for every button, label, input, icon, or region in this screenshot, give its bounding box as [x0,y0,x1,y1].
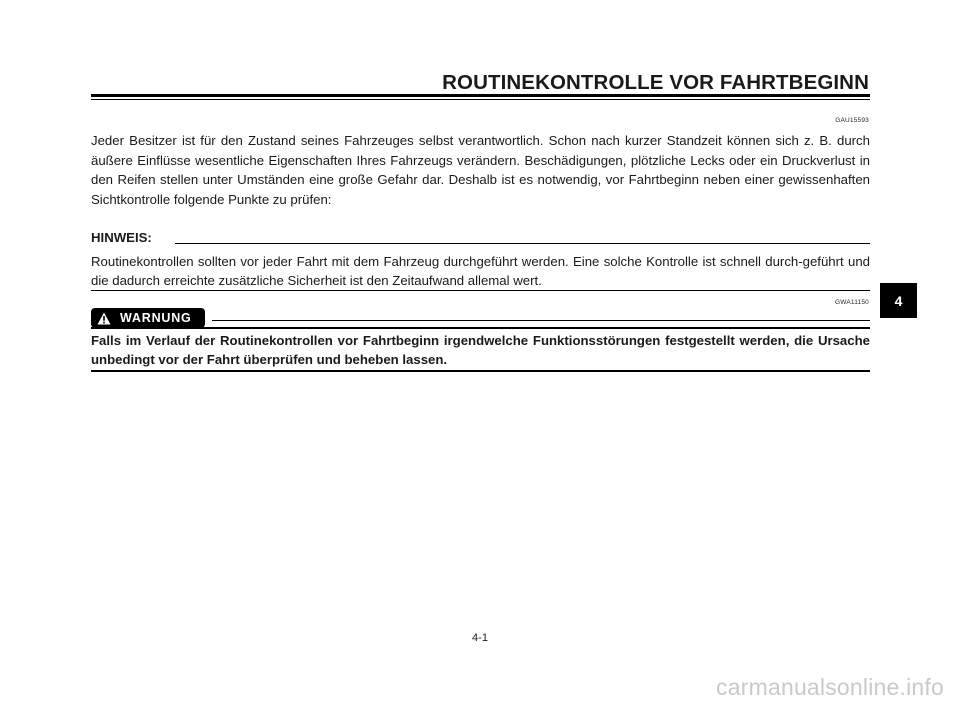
warning-code: GWA11150 [835,299,869,306]
title-underline [91,99,870,100]
warning-text: Falls im Verlauf der Routinekontrollen vor Fahrtbeginn irgendwelche Funktionsstörungen festgestellt werden, die Ursache unbedingt vor der Fahrt überprüfen und beheben lassen. [91,333,870,367]
warning-label: WARNUNG [120,311,192,325]
warning-badge [91,308,205,328]
chapter-tab: 4 [880,283,917,318]
title-rule [91,94,870,97]
intro-paragraph: Jeder Besitzer ist für den Zustand seines Fahrzeuges selbst verantwortlich. Schon nach kurzer Standzeit können sich z. B. durch äußere Einflüsse wesentliche Eigenschaften Ihres Fahrzeugs verändern. Beschädigungen, plötzliche Lecks oder ein Druckverlust in den Reifen stellen unter Umständen eine große Gefahr dar. Deshalb ist es notwendig, vor Fahrtbeginn neben einer gewissenhaften Sichtkontrolle folgende Punkte zu prüfen: [91,133,870,207]
warning-heading-rule [212,320,870,321]
warning-rule-bottom [91,370,870,372]
warning-rule-top [91,327,870,329]
warning-triangle-icon [97,312,111,325]
note-heading-rule [175,243,870,244]
watermark: carmanualsonline.info [716,674,944,700]
note-text: Routinekontrollen sollten vor jeder Fahrt mit dem Fahrzeug durchgeführt werden. Eine solche Kontrolle ist schnell durch-geführt und die dadurch erreichte zusätzliche Sicherheit ist den Zeitaufwand allemal wert. [91,254,870,288]
page-title: ROUTINEKONTROLLE VOR FAHRTBEGINN [442,71,869,94]
section-code: GAU15593 [835,117,869,124]
note-end-rule [91,290,870,291]
note-heading: HINWEIS: [91,230,152,245]
note-heading-row [91,230,870,246]
page-number: 4-1 [472,632,488,644]
